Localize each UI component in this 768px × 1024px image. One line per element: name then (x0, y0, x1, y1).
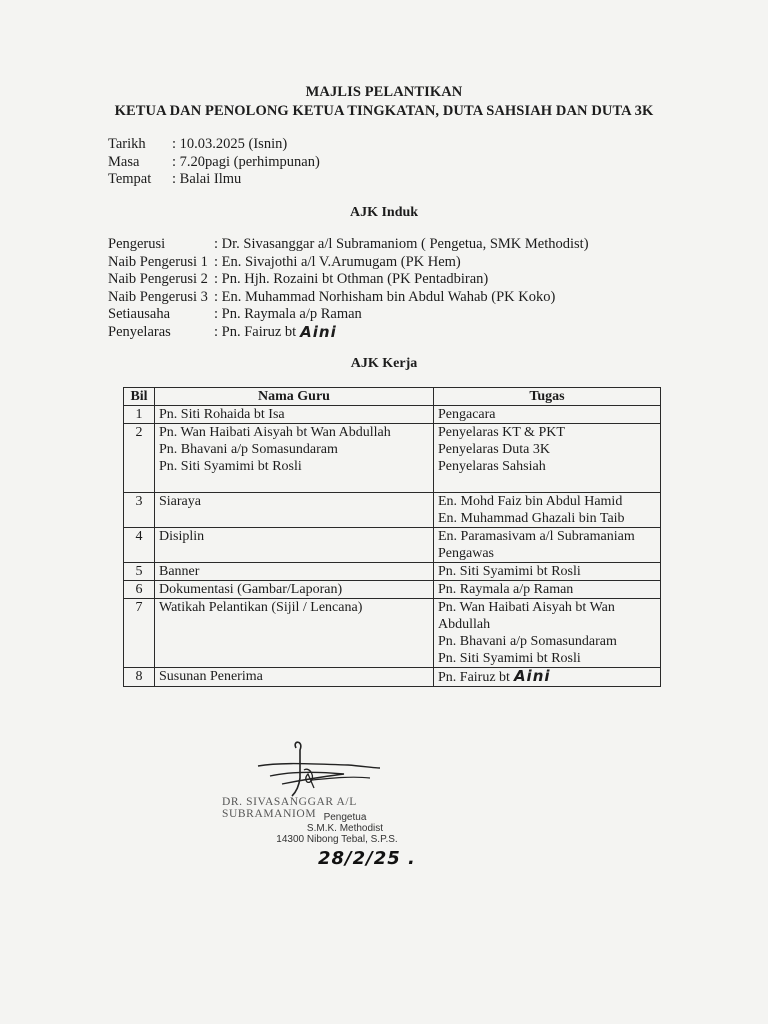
cell-line (438, 458, 656, 475)
cell-line: Banner (159, 564, 200, 579)
table-row (124, 424, 661, 493)
cell-line (438, 633, 656, 650)
event-date-value: : 10.03.2025 (Isnin) (172, 136, 288, 152)
signer-position: Pengetua (323, 812, 367, 823)
signer-address: 14300 Nibong Tebal, S.P.S. (276, 834, 398, 845)
task-cell (434, 581, 661, 599)
cell-line: Dokumentasi (Gambar/Laporan) (159, 582, 343, 597)
table-header-row (124, 388, 661, 406)
cell-line (438, 528, 656, 545)
task-cell (434, 599, 661, 668)
cell-text: Pn. Siti Syamimi bt Rosli (438, 564, 581, 579)
cell-line (438, 424, 656, 441)
committee-row (108, 306, 589, 324)
cell-text: Abdullah (438, 617, 491, 632)
cell-text: Penyelaras KT & PKT (438, 425, 565, 440)
committee-row (108, 254, 589, 272)
teacher-name-cell (155, 406, 434, 424)
cell-line (159, 650, 429, 667)
committee-member: : En. Sivajothi a/l V.Arumugam (PK Hem) (214, 253, 461, 270)
cell-line (438, 616, 656, 633)
teacher-name-cell (155, 668, 434, 687)
cell-line: Pn. Wan Haibati Aisyah bt Wan Abdullah (159, 425, 391, 440)
column-header-bil: Bil (124, 388, 155, 406)
table-row (124, 563, 661, 581)
task-cell (434, 406, 661, 424)
cell-line: Pn. Siti Syamimi bt Rosli (159, 459, 302, 474)
committee-row (108, 289, 589, 307)
cell-text: En. Mohd Faiz bin Abdul Hamid (438, 494, 623, 509)
cell-text: Pengawas (438, 546, 494, 561)
cell-line (438, 668, 656, 686)
cell-line (438, 441, 656, 458)
committee-member: : Pn. Hjh. Rozaini bt Othman (PK Pentadbiran) (214, 271, 489, 287)
signer-school: S.M.K. Methodist (306, 823, 384, 834)
committee-role: Naib Pengerusi 2 (108, 271, 208, 287)
column-header-nama: Nama Guru (155, 388, 434, 406)
row-number: 1 (124, 406, 155, 424)
cell-line: Watikah Pelantikan (Sijil / Lencana) (159, 600, 363, 615)
cell-line: Pn. Bhavani a/p Somasundaram (159, 442, 338, 457)
teacher-name-cell (155, 563, 434, 581)
teacher-name-cell (155, 493, 434, 528)
row-number: 5 (124, 563, 155, 581)
cell-text: Pn. Raymala a/p Raman (438, 582, 574, 597)
event-date-row (108, 136, 320, 154)
signature (252, 738, 382, 798)
event-venue-value: : Balai Ilmu (172, 171, 242, 187)
cell-line (438, 650, 656, 667)
cell-text: En. Muhammad Ghazali bin Taib (438, 511, 625, 526)
row-number: 3 (124, 493, 155, 528)
event-venue-row (108, 171, 320, 189)
cell-line (438, 599, 656, 616)
cell-line (159, 616, 429, 633)
handwritten-name: Aini (300, 322, 337, 341)
cell-text: Penyelaras Duta 3K (438, 442, 550, 457)
cell-line (438, 510, 656, 527)
committee-role: Penyelaras (108, 323, 171, 340)
task-cell (434, 424, 661, 493)
cell-text: Pn. Fairuz bt (438, 670, 510, 685)
cell-text: Pn. Siti Syamimi bt Rosli (438, 651, 581, 666)
committee-role: Pengerusi (108, 236, 166, 252)
event-details (108, 136, 320, 189)
task-cell (434, 563, 661, 581)
event-date-label: Tarikh (108, 136, 146, 152)
cell-line: Pn. Siti Rohaida bt Isa (159, 407, 285, 422)
committee-role: Setiausaha (108, 306, 171, 322)
cell-line (159, 633, 429, 650)
table-row (124, 668, 661, 687)
ajk-kerja-table (123, 387, 661, 687)
committee-member: : Pn. Fairuz bt (214, 323, 297, 340)
cell-line (438, 545, 656, 562)
table-body (124, 406, 661, 687)
handwritten-name: Aini (513, 667, 551, 685)
row-number: 7 (124, 599, 155, 668)
event-time-value: : 7.20pagi (perhimpunan) (172, 153, 320, 170)
cell-text: Pn. Bhavani a/p Somasundaram (438, 634, 617, 649)
event-time-row (108, 154, 320, 172)
teacher-name-cell (155, 581, 434, 599)
teacher-name-cell (155, 528, 434, 563)
cell-line (438, 493, 656, 510)
table-row (124, 493, 661, 528)
task-cell (434, 493, 661, 528)
cell-line (438, 406, 656, 423)
committee-role: Naib Pengerusi 1 (108, 253, 208, 270)
column-header-tugas: Tugas (434, 388, 661, 406)
document-title: MAJLIS PELANTIKAN (305, 84, 463, 100)
committee-row (108, 236, 589, 254)
table-row (124, 406, 661, 424)
table-row (124, 528, 661, 563)
ajk-induk-title: AJK Induk (349, 205, 419, 220)
cell-line (438, 475, 656, 492)
cell-line: Disiplin (159, 529, 205, 544)
ajk-kerja-title: AJK Kerja (350, 356, 418, 371)
cell-line: Susunan Penerima (159, 669, 263, 684)
cell-text: Pengacara (438, 407, 496, 422)
event-time-label: Masa (108, 153, 140, 170)
signer-name: DR. SIVASANGGAR A/L SUBRAMANIOM (222, 796, 357, 820)
handwritten-date: 28/2/25 . (318, 848, 416, 869)
committee-member: : Dr. Sivasanggar a/l Subramaniom ( Pengetua, SMK Methodist) (214, 236, 589, 252)
cell-line (159, 475, 429, 492)
cell-text: En. Paramasivam a/l Subramaniam (438, 529, 635, 544)
document-subtitle: KETUA DAN PENOLONG KETUA TINGKATAN, DUTA SAHSIAH DAN DUTA 3K (114, 103, 654, 119)
cell-line: Siaraya (159, 494, 201, 509)
table-row (124, 599, 661, 668)
committee-role: Naib Pengerusi 3 (108, 288, 208, 305)
teacher-name-cell (155, 424, 434, 493)
row-number: 8 (124, 668, 155, 687)
row-number: 4 (124, 528, 155, 563)
committee-row (108, 324, 589, 342)
task-cell (434, 528, 661, 563)
teacher-name-cell (155, 599, 434, 668)
committee-member: : Pn. Raymala a/p Raman (214, 306, 362, 322)
task-cell (434, 668, 661, 687)
row-number: 2 (124, 424, 155, 493)
cell-line (159, 510, 429, 527)
cell-text: Penyelaras Sahsiah (438, 459, 546, 474)
cell-line (438, 581, 656, 598)
cell-line (159, 545, 429, 562)
event-venue-label: Tempat (108, 171, 152, 187)
cell-text: Pn. Wan Haibati Aisyah bt Wan (438, 600, 615, 615)
table-row (124, 581, 661, 599)
row-number: 6 (124, 581, 155, 599)
committee-row (108, 271, 589, 289)
ajk-induk-list (108, 236, 589, 341)
cell-line (438, 563, 656, 580)
committee-member: : En. Muhammad Norhisham bin Abdul Wahab (PK Koko) (214, 288, 556, 305)
